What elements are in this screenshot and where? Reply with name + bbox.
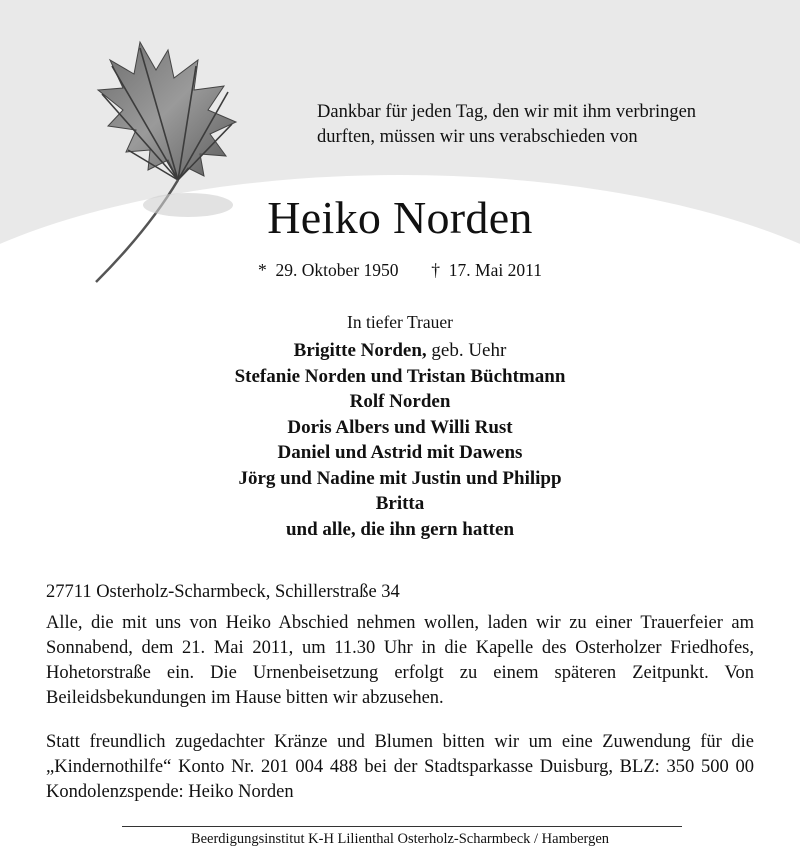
mourners-list (0, 338, 800, 542)
deceased-name: Heiko Norden (267, 192, 533, 243)
intro-line-2: durften, müssen wir uns verabschieden von (317, 127, 638, 147)
mourner-line: Jörg und Nadine mit Justin und Philipp (238, 467, 562, 489)
death-date: 17. Mai 2011 (448, 260, 542, 280)
intro-line-1: Dankbar für jeden Tag, den wir mit ihm verbringen (317, 102, 697, 122)
maple-leaf-icon (28, 30, 258, 285)
family-address: 27711 Osterholz-Scharmbeck, Schillerstraße 34 (46, 582, 400, 602)
mourner-name: Brigitte Norden, (293, 340, 427, 361)
intro-text (317, 100, 787, 150)
mourner-line: Daniel und Astrid mit Dawens (277, 442, 523, 463)
mourner-line: Britta (375, 493, 425, 514)
birth-symbol: * (258, 260, 267, 280)
death-symbol: † (431, 260, 441, 280)
mourner-line: Stefanie Norden und Tristan Büchtmann (234, 365, 566, 387)
life-dates (0, 258, 800, 282)
ceremony-paragraph: Alle, die mit uns von Heiko Abschied nehmen wollen, laden wir zu einer Trauerfeier am Sonnabend, dem 21. Mai 2011, um 11.30 Uhr in die Kapelle des Osterholzer Friedhofes, Hohetorstraße ein. Die Urnenbeisetzung erfolgt zu einem späteren Zeitpunkt. Von Beileidsbekundungen im Hause bitten wir abzusehen. (46, 613, 754, 708)
mourner-line: Rolf Norden (349, 391, 451, 412)
footer-divider (122, 826, 682, 827)
donation-paragraph: Statt freundlich zugedachter Kränze und Blumen bitten wir um eine Zuwendung für die „Kindernothilfe“ Konto Nr. 201 004 488 bei der Stadtsparkasse Duisburg, BLZ: 350 500 00 Kondolenzspende: Heiko Norden (46, 732, 754, 802)
mourner-line: Doris Albers und Willi Rust (287, 416, 513, 438)
mourner-line (0, 338, 800, 364)
mourning-heading: In tiefer Trauer (347, 312, 453, 332)
mourner-maiden-name: geb. Uehr (426, 340, 507, 361)
birth-date: 29. Oktober 1950 (275, 260, 399, 280)
funeral-home-footer: Beerdigungsinstitut K-H Lilienthal Osterholz-Scharmbeck / Hambergen (190, 831, 610, 847)
mourner-line: und alle, die ihn gern hatten (285, 518, 515, 540)
